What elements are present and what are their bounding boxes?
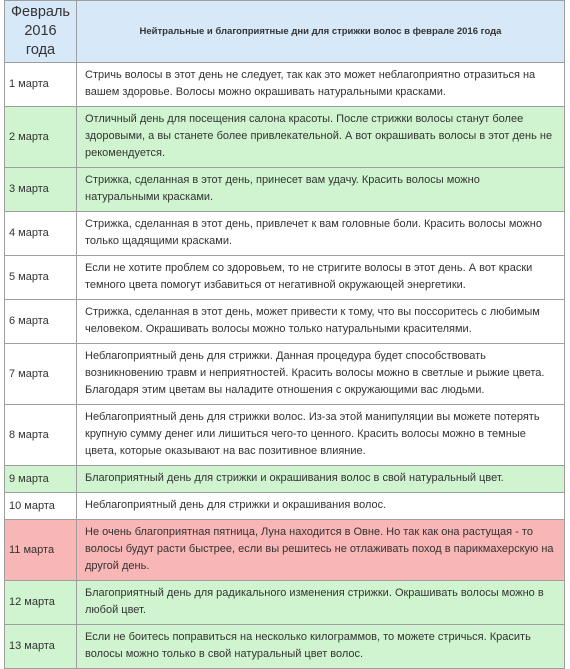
row-date: 5 марта <box>5 256 77 300</box>
table-row <box>5 63 565 107</box>
row-description: Отличный день для посещения салона красоты. После стрижки волосы станут более здоровыми, а вы станете более привлекательной. А вот окрашивать волосы в этот день не рекомендуется. <box>77 107 565 168</box>
table-row <box>5 405 565 466</box>
row-date: 9 марта <box>5 466 77 493</box>
row-description: Если не боитесь поправиться на несколько килограммов, то можете стричься. Красить волосы можно только в свой натуральный цвет волос. <box>77 625 565 669</box>
table-row <box>5 493 565 520</box>
row-date: 13 марта <box>5 625 77 669</box>
row-description: Не очень благоприятная пятница, Луна находится в Овне. Но так как она растущая - то волосы будут расти быстрее, если вы решитесь не отлаживать поход в парикмахерскую на другой день. <box>77 520 565 581</box>
row-date: 1 марта <box>5 63 77 107</box>
table-body <box>5 63 565 669</box>
row-date: 12 марта <box>5 581 77 625</box>
row-date: 8 марта <box>5 405 77 466</box>
row-description: Стрижка, сделанная в этот день, может привести к тому, что вы поссоритесь с любимым человеком. Окрашивать волосы можно только натуральными красителями. <box>77 300 565 344</box>
header-date-cell <box>5 1 77 63</box>
row-description: Стрижка, сделанная в этот день, принесет вам удачу. Красить волосы можно натуральными красками. <box>77 168 565 212</box>
table-row <box>5 212 565 256</box>
table-row <box>5 581 565 625</box>
table-row <box>5 466 565 493</box>
row-description: Стрижка, сделанная в этот день, привлечет к вам головные боли. Красить волосы можно только щадящими красками. <box>77 212 565 256</box>
row-description: Стричь волосы в этот день не следует, так как это может неблагоприятно отразиться на вашем здоровье. Волосы можно окрашивать натуральными красками. <box>77 63 565 107</box>
row-description: Неблагоприятный день для стрижки и окрашивания волос. <box>77 493 565 520</box>
row-date: 3 марта <box>5 168 77 212</box>
table-row <box>5 520 565 581</box>
row-description: Неблагоприятный день для стрижки волос. Из-за этой манипуляции вы можете потерять крупную сумму денег или лишиться чего-то ценного. Красить волосы можно в темные цвета, которые оказывают на вас позитивное влияние. <box>77 405 565 466</box>
row-description: Благоприятный день для стрижки и окрашивания волос в свой натуральный цвет. <box>77 466 565 493</box>
haircut-calendar-table <box>4 0 565 669</box>
header-row <box>5 1 565 63</box>
table-row <box>5 168 565 212</box>
table-row <box>5 256 565 300</box>
row-description: Если не хотите проблем со здоровьем, то не стригите волосы в этот день. А вот краски темного цвета помогут избавиться от негативной окружающей энергетики. <box>77 256 565 300</box>
table-row <box>5 625 565 669</box>
row-date: 11 марта <box>5 520 77 581</box>
row-date: 10 марта <box>5 493 77 520</box>
header-title: Нейтральные и благоприятные дни для стрижки волос в феврале 2016 года <box>77 1 565 63</box>
table-row <box>5 344 565 405</box>
header-year: 2016 года <box>24 23 57 58</box>
row-date: 7 марта <box>5 344 77 405</box>
table-row <box>5 300 565 344</box>
row-description: Неблагоприятный день для стрижки. Данная процедура будет способствовать возникновению травм и неприятностей. Красить волосы можно в светлые и рыжие цвета. Благодаря этим цветам вы наладите отношения с окружающими вас людьми. <box>77 344 565 405</box>
row-date: 2 марта <box>5 107 77 168</box>
header-month: Февраль <box>11 4 70 20</box>
row-description: Благоприятный день для радикального изменения стрижки. Окрашивать волосы можно в любой цвет. <box>77 581 565 625</box>
table-header <box>5 1 565 63</box>
row-date: 6 марта <box>5 300 77 344</box>
table-row <box>5 107 565 168</box>
row-date: 4 марта <box>5 212 77 256</box>
